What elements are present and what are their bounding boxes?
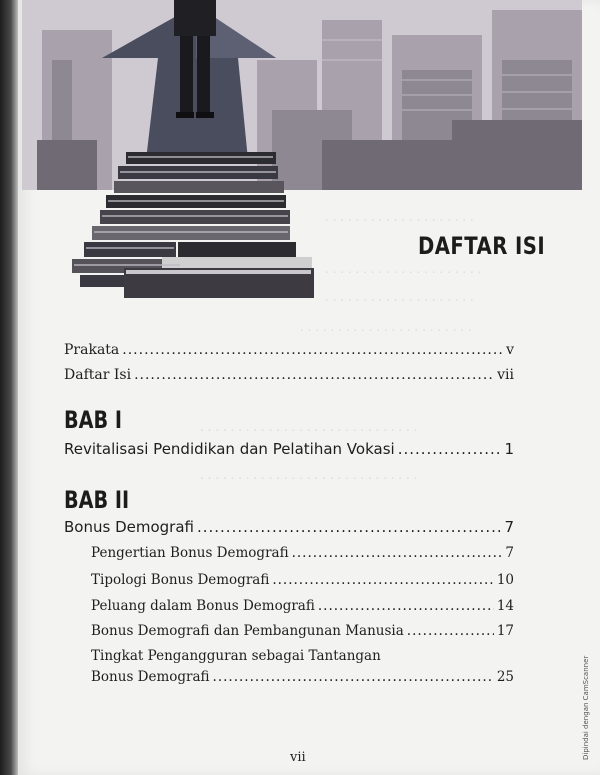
dot-leader: [134, 367, 494, 383]
chapter-number: BAB I: [64, 406, 122, 434]
toc-entry-page: 7: [504, 518, 514, 536]
dot-leader: [197, 518, 501, 536]
chapter-title: Bonus Demografi: [64, 518, 194, 536]
section-title: Tipologi Bonus Demografi: [91, 572, 270, 588]
page-spine-shadow: [0, 0, 18, 775]
toc-entry-page: 25: [496, 669, 514, 685]
section-title: Bonus Demografi dan Pembangunan Manusia: [91, 623, 404, 639]
section-title-line2: Bonus Demografi: [91, 669, 210, 685]
toc-entry-page: 10: [496, 572, 514, 588]
toc-section: [91, 598, 514, 614]
toc-section: [91, 545, 514, 561]
toc-entry-chapter-2: [64, 518, 514, 536]
watermark-text: Dipindai dengan CamScanner: [582, 655, 590, 760]
toc-entry-label: Prakata: [64, 342, 120, 358]
books-arrow-illustration: [66, 0, 326, 305]
toc-entry-label: Daftar Isi: [64, 367, 132, 383]
toc-section: [91, 669, 514, 685]
dot-leader: [292, 545, 503, 561]
dot-leader: [213, 669, 494, 685]
dot-leader: [398, 440, 502, 458]
toc-entry-page: 1: [504, 440, 514, 458]
dot-leader: [122, 342, 503, 358]
toc-entry-page: 14: [496, 598, 514, 614]
toc-entry-prakata: [64, 342, 514, 358]
section-title: Pengertian Bonus Demografi: [91, 545, 289, 561]
toc-entry-page: 7: [505, 545, 514, 561]
toc-section: [91, 623, 514, 639]
toc-entry-chapter-1: [64, 440, 514, 458]
dot-leader: [272, 572, 493, 588]
toc-entry-page: 17: [496, 623, 514, 639]
scanner-watermark: [581, 655, 595, 775]
page-number: vii: [290, 750, 306, 765]
chapter-title: Revitalisasi Pendidikan dan Pelatihan Vokasi: [64, 440, 395, 458]
section-title-line1: Tingkat Pengangguran sebagai Tantangan: [91, 648, 381, 664]
toc-entry-page: vii: [497, 367, 514, 383]
chapter-number: BAB II: [64, 486, 130, 514]
toc-entry-page: v: [506, 342, 514, 358]
page-title: DAFTAR ISI: [418, 232, 546, 260]
section-title: Peluang dalam Bonus Demografi: [91, 598, 315, 614]
dot-leader: [407, 623, 494, 639]
dot-leader: [318, 598, 494, 614]
toc-section: [91, 572, 514, 588]
toc-entry-daftar-isi: [64, 367, 514, 383]
